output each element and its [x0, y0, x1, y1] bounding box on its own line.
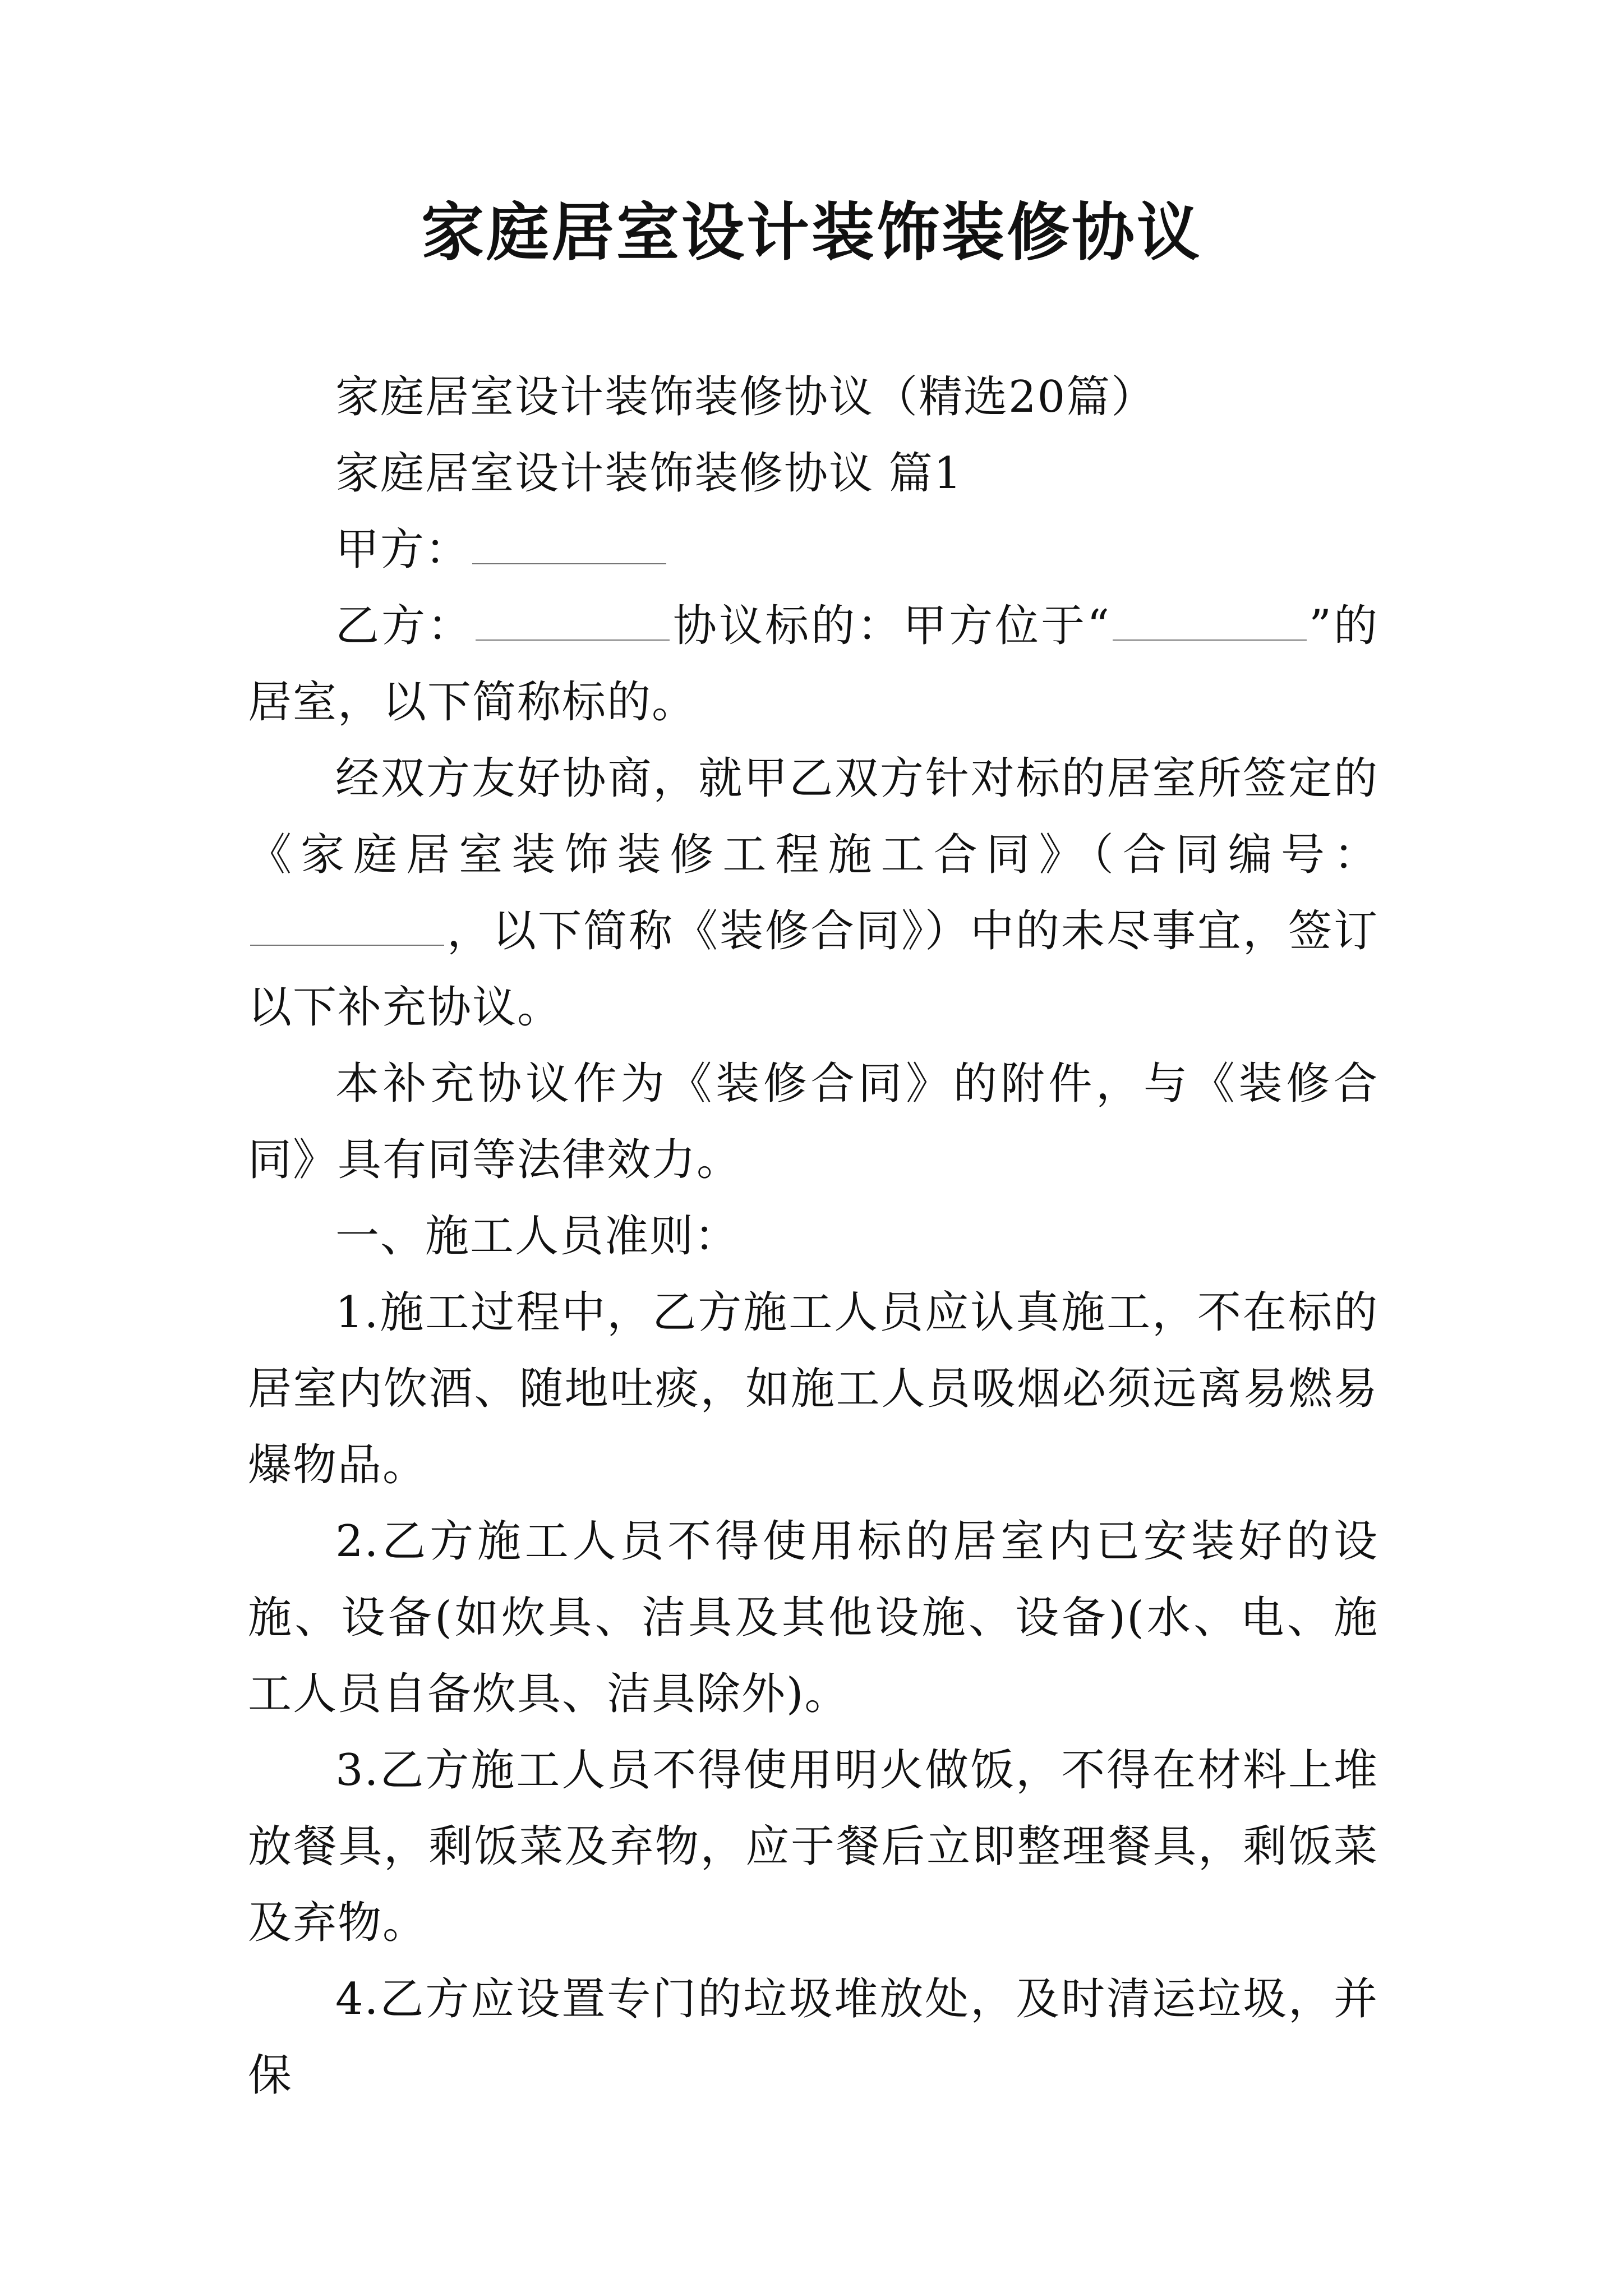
item-4: 4.乙方应设置专门的垃圾堆放处，及时清运垃圾，并保: [248, 1974, 1378, 2101]
party-a-line: [248, 512, 1378, 588]
attachment-paragraph: 本补充协议作为《装修合同》的附件，与《装修合同》具有同等法律效力。: [248, 1059, 1378, 1185]
item-2: 2.乙方施工人员不得使用标的居室内已安装好的设施、设备(如炊具、洁具及其他设施、设备)(水、电、施工人员自备炊具、洁具除外)。: [248, 1516, 1378, 1719]
location-blank: [1113, 639, 1307, 641]
negotiation-part2: ，以下简称《装修合同》）中的未尽事宜，签订以下补充协议。: [248, 906, 1378, 1033]
agreement-subject-suffix: ”的居室，以下简称标的。: [248, 601, 1378, 728]
negotiation-part1: 经双方友好协商，就甲乙双方针对标的居室所签定的《家庭居室装饰装修工程施工合同》（合同编号：: [248, 753, 1378, 880]
item-3: 3.乙方施工人员不得使用明火做饭，不得在材料上堆放餐具，剩饭菜及弃物，应于餐后立即整理餐具，剩饭菜及弃物。: [248, 1745, 1378, 1948]
party-b-blank: [476, 639, 670, 641]
document-subtitle: 家庭居室设计装饰装修协议（精选20篇）: [335, 372, 1156, 422]
party-a-label: 甲方：: [335, 524, 471, 575]
section-one-title: 一、施工人员准则：: [335, 1211, 740, 1262]
party-a-blank: [472, 563, 666, 564]
document-body: [248, 359, 1378, 2114]
document-title: 家庭居室设计装饰装修协议: [421, 196, 1202, 269]
item-1: 1.施工过程中，乙方施工人员应认真施工，不在标的居室内饮酒、随地吐痰，如施工人员吸烟必须远离易燃易爆物品。: [248, 1287, 1378, 1490]
agreement-subject-text: 协议标的：甲方位于“: [672, 601, 1111, 651]
party-b-label: 乙方：: [335, 601, 474, 651]
contract-number-blank: [250, 944, 444, 946]
party-b-line: [248, 588, 1378, 740]
negotiation-paragraph: [248, 740, 1378, 1046]
section-title: 家庭居室设计装饰装修协议 篇1: [335, 448, 963, 499]
